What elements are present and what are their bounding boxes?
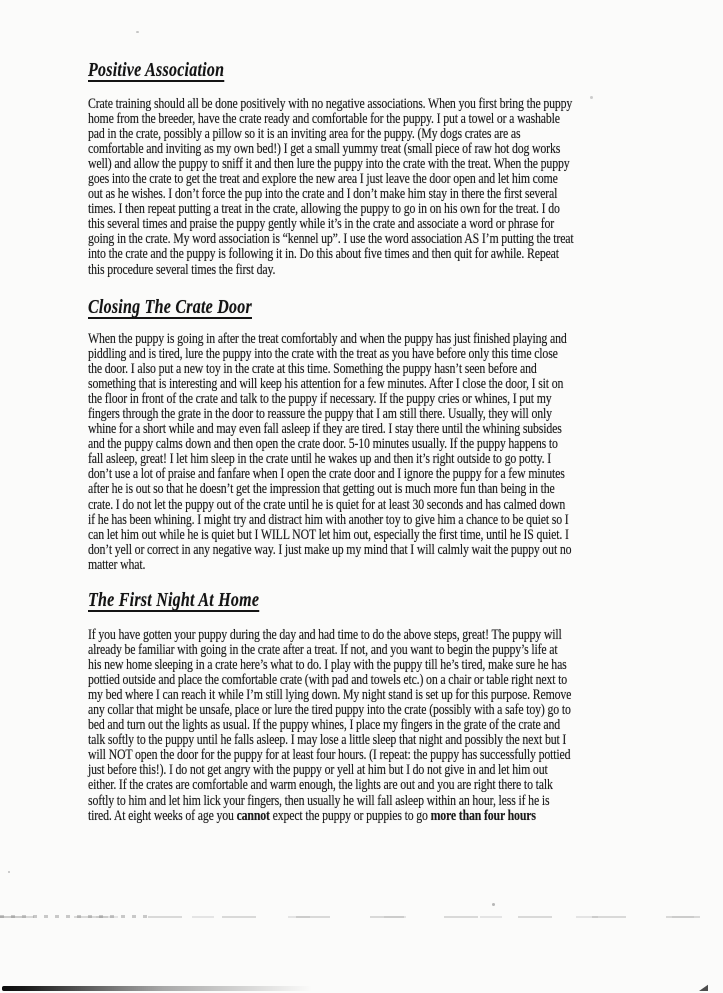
text-line: the door. I also put a new toy in the crate at this time. Something the puppy hasn’t seen before and bbox=[88, 361, 537, 378]
section-heading-first-night-at-home: The First Night At Home bbox=[88, 589, 260, 611]
text-line: and the puppy calms down and then open the crate door. 5-10 minutes usually. If the puppy happens to bbox=[88, 436, 558, 453]
text-line: Crate training should all be done positively with no negative associations. When you first bring the puppy bbox=[88, 96, 573, 112]
text-line: softly to him and let him lick your fingers, then usually he will fall asleep within an hour, less if he is bbox=[88, 792, 550, 809]
text-line: crate. I do not let the puppy out of the crate until he is quiet for at least 30 seconds and has calmed down bbox=[88, 496, 566, 513]
text-line: this several times and praise the puppy gently while it’s in the crate and associate a word or phrase for bbox=[88, 216, 555, 233]
text-line: just before this!). I do not get angry with the puppy or yell at him but I do not give in and let him out bbox=[88, 762, 548, 779]
section-heading-closing-the-crate-door: Closing The Crate Door bbox=[88, 296, 252, 318]
text-line: piddling and is tired, lure the puppy into the crate with the treat as you have before only this time close bbox=[88, 346, 558, 363]
text-line: fingers through the grate in the door to reassure the puppy that I am still there. Usually, they will only bbox=[88, 406, 552, 423]
paragraph-first-night-at-home bbox=[88, 628, 571, 824]
text-line: times. I then repeat putting a treat in the crate, allowing the puppy to go in on his own for the treat. I do bbox=[88, 201, 560, 218]
document-content bbox=[88, 0, 696, 993]
text-line: well) and allow the puppy to sniff it and then lure the puppy into the crate with the treat. When the puppy bbox=[88, 156, 570, 173]
scan-noise-cluster bbox=[0, 915, 150, 918]
scan-speck bbox=[136, 31, 139, 33]
text-line: if he has been whining. I might try and distract him with another toy to give him a chance to be quiet so I bbox=[88, 511, 569, 528]
scan-speck bbox=[590, 96, 593, 99]
text-line: bed and turn out the lights as usual. If the puppy whines, I place my fingers in the grate of the crate and bbox=[88, 717, 561, 734]
text-line: the floor in front of the crate and talk to the puppy if necessary. If the puppy cries or whines, I put my bbox=[88, 391, 552, 408]
scan-speck bbox=[8, 871, 10, 873]
text-line: my bed where I can reach it while I’m still lying down. My night stand is set up for this purpose. Remove bbox=[88, 687, 572, 704]
text-line: going in the crate. My word association is “kennel up”. I use the word association AS I’m putting the treat bbox=[88, 231, 574, 248]
text-line: any collar that might be unsafe, place or lure the tired puppy into the crate (possibly with a safe toy) go to bbox=[88, 702, 571, 719]
text-line: comfortable and inviting as my own bed!) I get a small yummy treat (small piece of raw hot dog works bbox=[88, 141, 561, 158]
text-line: matter what. bbox=[88, 556, 146, 573]
text-line: talk softly to the puppy until he falls asleep. I may lose a little sleep that night and possibly the next but I bbox=[88, 732, 567, 749]
text-line: don’t use a lot of praise and fanfare when I open the crate door and I ignore the puppy for a few minutes bbox=[88, 466, 565, 483]
text-line: will NOT open the door for the puppy for at least four hours. (I repeat: the puppy has successfully pottied bbox=[88, 747, 571, 764]
text-line: When the puppy is going in after the treat comfortably and when the puppy has just finished playing and bbox=[88, 331, 567, 347]
text-line: can let him out while he is quiet but I WILL NOT let him out, especially the first time, until he IS quiet. I bbox=[88, 526, 569, 543]
text-line: goes into the crate to get the treat and explore the new area I just leave the door open and let him come bbox=[88, 171, 558, 188]
text-line: pottied outside and place the comfortable crate (with pad and towels etc.) on a chair or table right next to bbox=[88, 672, 568, 689]
text-line: pad in the crate, possibly a pillow so it is an inviting area for the puppy. (My dogs crates are as bbox=[88, 126, 521, 143]
text-line: don’t yell or correct in any negative way. I just make up my mind that I will calmly wait the puppy out no bbox=[88, 541, 572, 558]
scan-speck bbox=[492, 903, 495, 906]
text-line: If you have gotten your puppy during the day and had time to do the above steps, great! The puppy will bbox=[88, 627, 562, 643]
text-line: something that is interesting and will keep his attention for a few minutes. After I close the door, I sit on bbox=[88, 376, 564, 393]
text-line: his new home sleeping in a crate here’s what to do. I play with the puppy till he’s tired, make sure he has bbox=[88, 657, 567, 674]
scan-speck-bottom-right bbox=[699, 984, 708, 991]
text-line: this procedure several times the first day. bbox=[88, 261, 276, 278]
text-line: home from the breeder, have the crate ready and comfortable for the puppy. I put a towel or a washable bbox=[88, 111, 560, 128]
text-line: fall asleep, great! I let him sleep in the crate until he wakes up and then it’s right outside to go potty. I bbox=[88, 451, 552, 468]
text-line: out as he wishes. I don’t force the pup into the crate and I don’t make him stay in there the first several bbox=[88, 186, 558, 203]
paragraph-closing-the-crate-door bbox=[88, 332, 571, 573]
scan-smudge-bottom-left bbox=[2, 986, 312, 991]
text-line: after he is out so that he doesn’t get the impression that getting out is much more fun than being in the bbox=[88, 481, 555, 498]
paragraph-positive-association bbox=[88, 97, 574, 278]
text-line: already be familiar with going in the crate after a treat. If not, and you want to begin the puppy’s life at bbox=[88, 642, 558, 659]
text-line: into the crate and the puppy is following it in. Do this about five times and then quit for awhile. Repeat bbox=[88, 246, 559, 263]
text-line: either. If the crates are comfortable and warm enough, the lights are out and you are right there to talk bbox=[88, 777, 553, 794]
text-line: tired. At eight weeks of age you cannot expect the puppy or puppies to go more than four hours bbox=[88, 807, 536, 824]
text-line: whine for a short while and may even fall asleep if they are tired. I stay there until the whining subsides bbox=[88, 421, 562, 438]
section-heading-positive-association: Positive Association bbox=[88, 59, 225, 81]
